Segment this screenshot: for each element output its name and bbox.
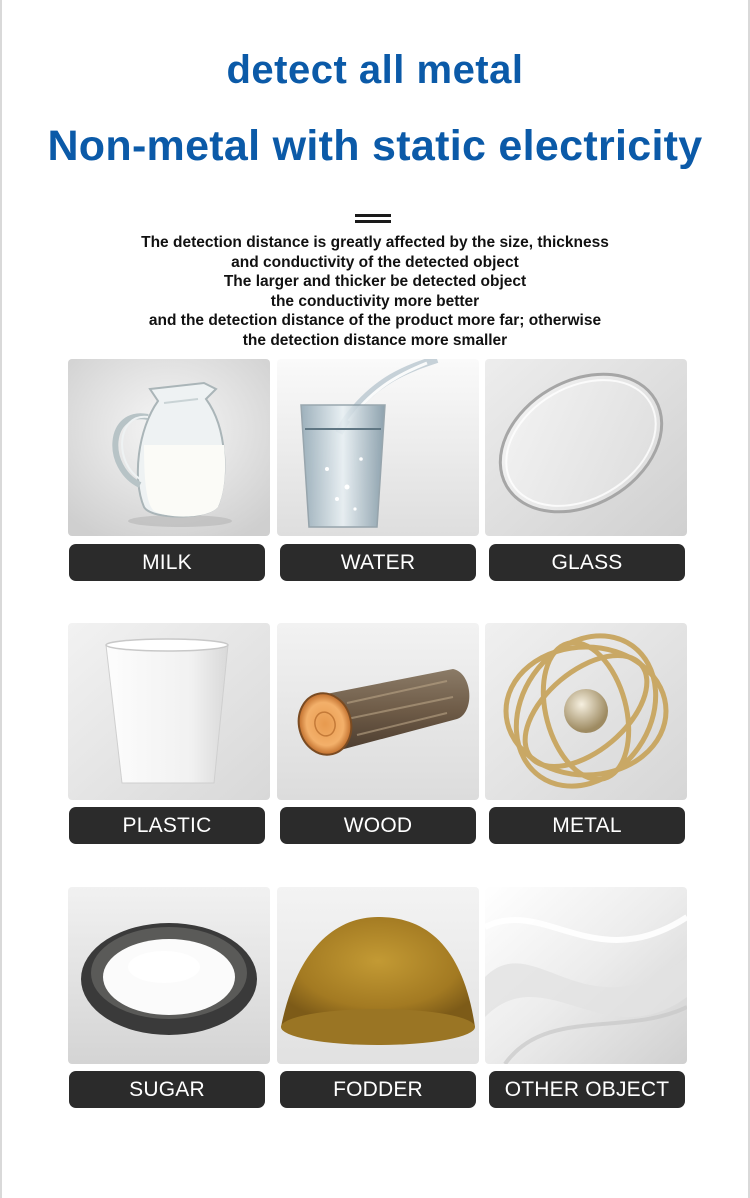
description-line: the detection distance more smaller bbox=[242, 331, 508, 349]
detection-description bbox=[60, 233, 690, 351]
material-label-milk: MILK bbox=[69, 544, 265, 581]
material-label-water: WATER bbox=[280, 544, 476, 581]
milk-jug-icon bbox=[68, 359, 270, 536]
material-label-sugar: SUGAR bbox=[69, 1071, 265, 1108]
water-glass-icon bbox=[277, 359, 479, 536]
glass-disc-icon bbox=[485, 359, 687, 536]
material-label-other-object: OTHER OBJECT bbox=[489, 1071, 685, 1108]
description-line: The larger and thicker be detected object bbox=[223, 273, 527, 291]
glass-image bbox=[485, 359, 687, 536]
description-line: and conductivity of the detected object bbox=[231, 253, 519, 271]
other-object-image bbox=[485, 887, 687, 1064]
description-line: and the detection distance of the product more far; otherwise bbox=[148, 312, 602, 330]
material-label-plastic: PLASTIC bbox=[69, 807, 265, 844]
silk-fabric-icon bbox=[485, 887, 687, 1064]
sugar-image bbox=[68, 887, 270, 1064]
description-line: the conductivity more better bbox=[270, 292, 480, 310]
double-line-divider bbox=[355, 214, 391, 225]
sugar-bowl-icon bbox=[68, 887, 270, 1064]
paper-cup-icon bbox=[68, 623, 270, 800]
metal-sculpture-icon bbox=[485, 623, 687, 800]
fodder-pile-icon bbox=[277, 887, 479, 1064]
material-label-metal: METAL bbox=[489, 807, 685, 844]
fodder-image bbox=[277, 887, 479, 1064]
headline-non-metal: Non-metal with static electricity bbox=[47, 122, 703, 170]
description-line: The detection distance is greatly affected by the size, thickness bbox=[141, 234, 609, 251]
material-label-wood: WOOD bbox=[280, 807, 476, 844]
milk-image bbox=[68, 359, 270, 536]
headline-detect-metal: detect all metal bbox=[226, 48, 524, 92]
material-label-glass: GLASS bbox=[489, 544, 685, 581]
metal-image bbox=[485, 623, 687, 800]
material-label-fodder: FODDER bbox=[280, 1071, 476, 1108]
wood-log-icon bbox=[277, 623, 479, 800]
plastic-image bbox=[68, 623, 270, 800]
water-image bbox=[277, 359, 479, 536]
wood-image bbox=[277, 623, 479, 800]
left-border bbox=[0, 0, 2, 1198]
